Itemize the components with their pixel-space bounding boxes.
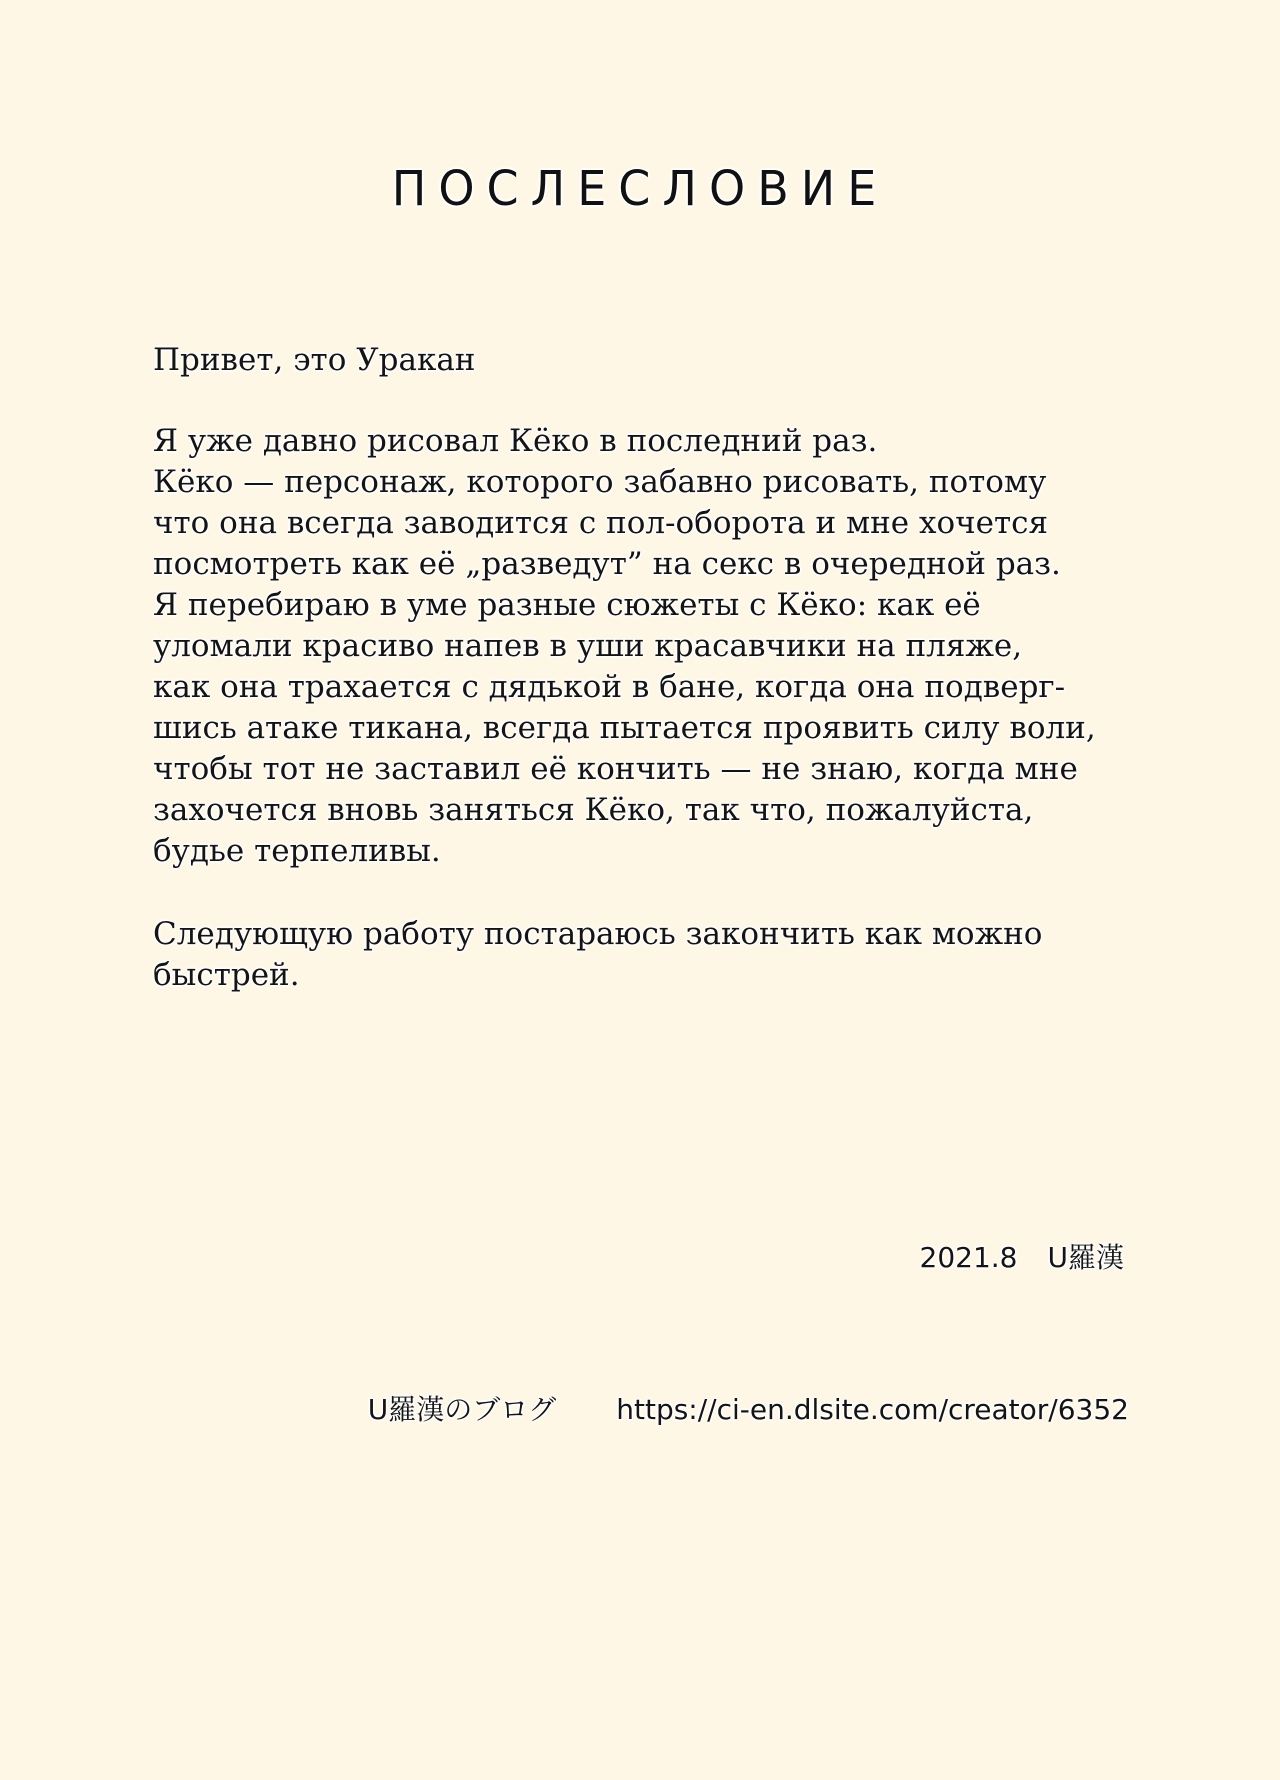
body-line: что она всегда заводится с пол-оборота и мне хочется: [153, 505, 1049, 541]
closing-line: Следующую работу постараюсь закончить как можно: [153, 916, 1043, 952]
body-line: будье терпеливы.: [153, 833, 441, 869]
blog-label: U羅漢のブログ: [367, 1393, 557, 1426]
closing-paragraph: [153, 914, 1042, 996]
afterword-body: [153, 421, 1096, 872]
blog-line: [368, 1392, 1129, 1428]
greeting-text: Привет, это Уракан: [153, 342, 476, 378]
body-line: захочется вновь заняться Кёко, так что, пожалуйста,: [153, 792, 1034, 828]
body-line: Кёко — персонаж, которого забавно рисовать, потому: [153, 464, 1047, 500]
body-line: уломали красиво напев в уши красавчики на пляже,: [153, 628, 1023, 664]
page-title: ПОСЛЕСЛОВИЕ: [391, 159, 889, 217]
body-line: Я уже давно рисовал Кёко в последний раз.: [153, 423, 878, 459]
blog-url: https://ci-en.dlsite.com/creator/6352: [616, 1393, 1129, 1426]
signature: [920, 1240, 1124, 1276]
closing-line: быстрей.: [153, 957, 300, 993]
signature-author: U羅漢: [1047, 1241, 1124, 1274]
body-line: посмотреть как её „разведут” на секс в очередной раз.: [153, 546, 1061, 582]
body-line: как она трахается с дядькой в бане, когда она подверг-: [153, 669, 1066, 705]
signature-date: 2021.8: [919, 1241, 1018, 1274]
body-line: шись атаке тикана, всегда пытается проявить силу воли,: [153, 710, 1096, 746]
body-line: Я перебираю в уме разные сюжеты с Кёко: как её: [153, 587, 981, 623]
body-line: чтобы тот не заставил её кончить — не знаю, когда мне: [153, 751, 1078, 787]
